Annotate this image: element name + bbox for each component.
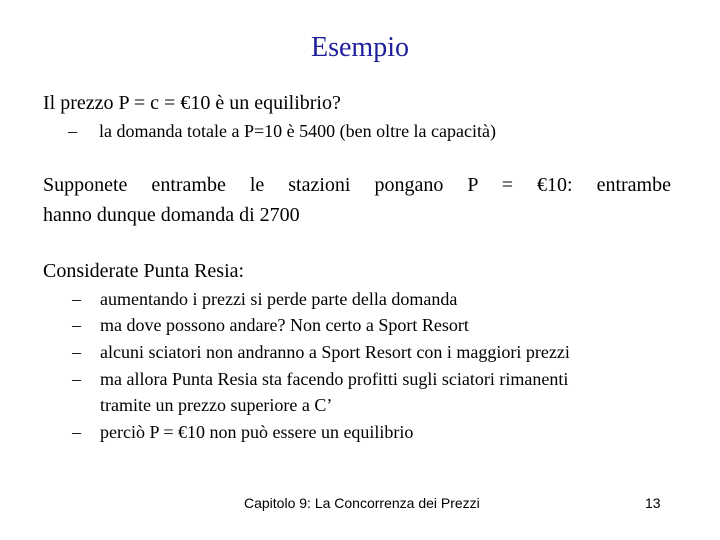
slide-title: Esempio: [311, 32, 409, 63]
section3-heading: Considerate Punta Resia:: [43, 260, 245, 282]
bullet-item: [72, 286, 457, 312]
dash-marker: –: [72, 369, 81, 389]
bullet-item: [68, 118, 496, 144]
paragraph-line: Supponete entrambe le stazioni pongano P = €10: entrambe: [43, 174, 671, 196]
bullet-item: [72, 419, 413, 445]
bullet-text: ma allora Punta Resia sta facendo profitti sugli sciatori rimanenti: [100, 369, 569, 389]
paragraph: [43, 170, 671, 230]
section1-heading: Il prezzo P = c = €10 è un equilibrio?: [43, 92, 341, 114]
bullet-continuation: tramite un prezzo superiore a C’: [100, 395, 333, 415]
bullet-text: la domanda totale a P=10 è 5400 (ben oltre la capacità): [99, 121, 496, 141]
bullet-item: [72, 339, 570, 365]
footer-chapter: Capitolo 9: La Concorrenza dei Prezzi: [244, 495, 480, 511]
page-number: 13: [645, 495, 661, 511]
bullet-text: ma dove possono andare? Non certo a Sport Resort: [100, 315, 469, 335]
bullet-item: [72, 312, 469, 338]
dash-marker: –: [72, 422, 81, 442]
bullet-text: perciò P = €10 non può essere un equilibrio: [100, 422, 414, 442]
dash-marker: –: [72, 315, 81, 335]
bullet-text: alcuni sciatori non andranno a Sport Resort con i maggiori prezzi: [100, 342, 570, 362]
bullet-item: [72, 366, 568, 392]
dash-marker: –: [68, 121, 77, 141]
dash-marker: –: [72, 289, 81, 309]
bullet-text: aumentando i prezzi si perde parte della domanda: [100, 289, 458, 309]
dash-marker: –: [72, 342, 81, 362]
paragraph-line: hanno dunque domanda di 2700: [43, 204, 300, 226]
